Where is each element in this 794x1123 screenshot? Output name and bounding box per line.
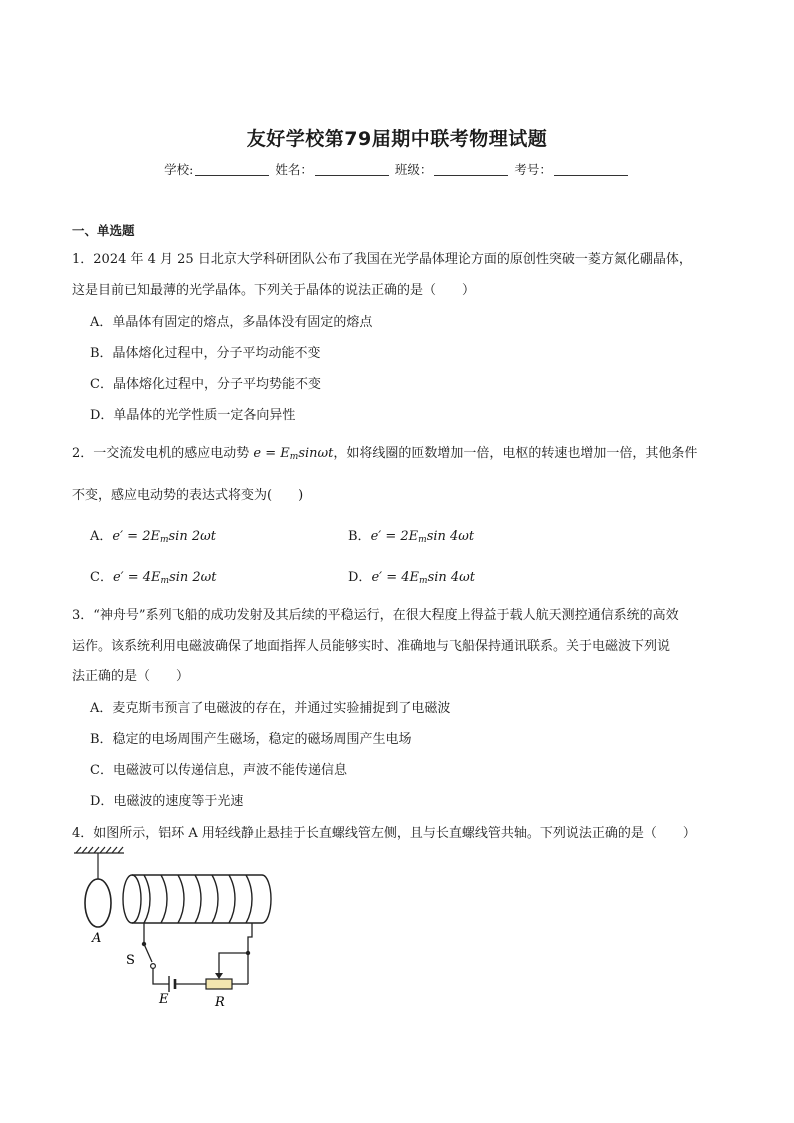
q3-option-c[interactable]: C．电磁波可以传递信息，声波不能传递信息 (90, 763, 347, 778)
q2-stem-line1 (72, 442, 697, 462)
class-blank[interactable] (434, 163, 508, 176)
q3-option-a[interactable]: A．麦克斯韦预言了电磁波的存在，并通过实验捕捉到了电磁波 (90, 701, 451, 716)
school-blank[interactable] (195, 163, 269, 176)
q3-stem-line3: 法正确的是（ ） (72, 669, 190, 684)
q1-option-b[interactable]: B．晶体熔化过程中，分子平均动能不变 (90, 346, 321, 361)
exam-title: 友好学校第79届期中联考物理试题 (246, 128, 548, 150)
q1-option-a[interactable]: A．单晶体有固定的熔点，多晶体没有固定的熔点 (90, 315, 373, 330)
exam-number-label: 考号： (514, 162, 552, 177)
q1-stem-line1: 1．2024 年 4 月 25 日北京大学科研团队公布了我国在光学晶体理论方面的原创性突破一菱方氮化硼晶体， (72, 252, 692, 267)
switch-contact (151, 964, 156, 969)
battery (169, 976, 175, 992)
solenoid-circuit-figure (72, 844, 292, 1014)
q2-stem-line2: 不变，感应电动势的表达式将变为( ) (72, 488, 304, 503)
switch-pivot (142, 942, 146, 946)
q3-option-b[interactable]: B．稳定的电场周围产生磁场，稳定的磁场周围产生电场 (90, 732, 412, 747)
q2-stem-text: 2．一交流发电机的感应电动势 (72, 446, 254, 461)
school-label: 学校: (164, 162, 194, 177)
q3-stem-line2: 运作。该系统利用电磁波确保了地面指挥人员能够实时、准确地与飞船保持通讯联系。关于电磁波下列说 (72, 639, 671, 654)
ceiling-support (74, 847, 124, 853)
student-info-row (0, 160, 794, 178)
rheostat-slider-arrow (215, 973, 223, 979)
q1-option-c[interactable]: C．晶体熔化过程中，分子平均势能不变 (90, 377, 321, 392)
q3-option-d[interactable]: D．电磁波的速度等于光速 (90, 794, 244, 809)
q2-option-a[interactable]: A．$e' = 2E_m\sin$ 2ωt (90, 529, 216, 545)
rheostat-label: R (215, 995, 225, 1010)
q2-option-b[interactable]: B．$e' = 2E_m\sin$ 4ωt (348, 529, 475, 545)
solenoid (123, 875, 271, 923)
rheostat (206, 979, 232, 989)
name-label: 姓名： (275, 162, 313, 177)
q3-stem-line1: 3．“神舟号”系列飞船的成功发射及其后续的平稳运行，在很大程度上得益于载人航天测控通信系统的高效 (72, 608, 679, 623)
q1-stem-line2: 这是目前已知最薄的光学晶体。下列关于晶体的说法正确的是（ ） (72, 283, 476, 298)
aluminum-ring (85, 879, 111, 927)
class-label: 班级： (394, 162, 433, 177)
q2-option-c[interactable]: C．$e' = 4E_m\sin$ 2ωt (90, 570, 217, 586)
switch-label: S (126, 953, 135, 968)
name-blank[interactable] (315, 163, 389, 176)
q2-emf-formula: $e = E_m\sin\omega t$ (253, 446, 334, 462)
q2-option-d[interactable]: D．$e' = 4E_m\sin$ 4ωt (348, 570, 475, 586)
q2-stem-text-2: ，如将线圈的匝数增加一倍，电枢的转速也增加一倍，其他条件 (333, 446, 698, 461)
section-heading: 一、单选题 (72, 223, 135, 238)
battery-label: E (159, 992, 169, 1007)
q1-option-d[interactable]: D．单晶体的光学性质一定各向异性 (90, 408, 296, 423)
junction-dot (246, 951, 250, 955)
exam-number-blank[interactable] (554, 163, 628, 176)
q4-stem-line1: 4．如图所示，铝环 A 用轻线静止悬挂于长直螺线管左侧，且与长直螺线管共轴。下列说法正确的是（ ） (72, 826, 696, 841)
ring-label: A (92, 931, 102, 946)
circuit-wires (144, 923, 252, 984)
